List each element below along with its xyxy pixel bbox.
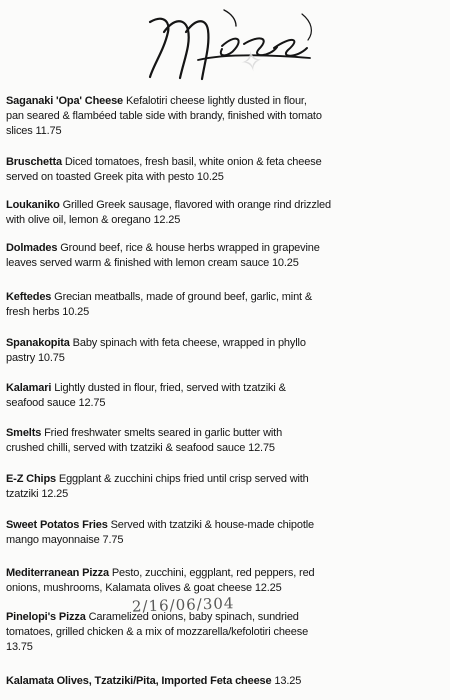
item-description: 13.75 bbox=[6, 641, 33, 653]
item-description: served on toasted Greek pita with pesto 10.25 bbox=[6, 171, 224, 183]
item-description: seafood sauce 12.75 bbox=[6, 397, 106, 409]
item-name: Spanakopita bbox=[6, 337, 70, 349]
menu-item-smelts bbox=[6, 426, 444, 456]
item-description: pan seared & flambéed table side with brandy, finished with tomato bbox=[6, 110, 322, 122]
item-description: Served with tzatziki & house-made chipotle bbox=[110, 519, 315, 531]
item-description: onions, mushrooms, Kalamata olives & goat cheese 12.25 bbox=[6, 582, 282, 594]
item-name: Mediterranean Pizza bbox=[6, 567, 109, 579]
item-name: Kalamata Olives, Tzatziki/Pita, Imported Feta cheese bbox=[6, 675, 272, 687]
item-description: with olive oil, lemon & oregano 12.25 bbox=[6, 214, 181, 226]
menu-item-saganaki bbox=[6, 94, 444, 139]
menu-item-mediterranean-pizza bbox=[6, 566, 444, 596]
item-name: Smelts bbox=[6, 427, 42, 439]
item-description: Ground beef, rice & house herbs wrapped in grapevine bbox=[60, 242, 320, 254]
menu-item-spanakopita bbox=[6, 336, 444, 366]
item-description: fresh herbs 10.25 bbox=[6, 306, 90, 318]
item-description: Diced tomatoes, fresh basil, white onion & feta cheese bbox=[64, 156, 322, 168]
item-description: mango mayonnaise 7.75 bbox=[6, 534, 124, 546]
item-name: Pinelopi's Pizza bbox=[6, 611, 86, 623]
item-name: Loukaniko bbox=[6, 199, 60, 211]
item-description: Lightly dusted in flour, fried, served with tzatziki & bbox=[54, 382, 286, 394]
item-name: Saganaki 'Opa' Cheese bbox=[6, 95, 124, 107]
handwritten-note: 2/16/06/304 bbox=[131, 594, 235, 616]
item-description: pastry 10.75 bbox=[6, 352, 65, 364]
item-name: Dolmades bbox=[6, 242, 58, 254]
item-name: Kalamari bbox=[6, 382, 52, 394]
menu-item-keftedes bbox=[6, 290, 444, 320]
item-description: Eggplant & zucchini chips fried until crisp served with bbox=[58, 473, 309, 485]
menu-item-dolmades bbox=[6, 241, 444, 271]
item-name: Sweet Potatos Fries bbox=[6, 519, 108, 531]
item-description: Baby spinach with feta cheese, wrapped in phyllo bbox=[72, 337, 306, 349]
item-description: Kefalotiri cheese lightly dusted in flour, bbox=[125, 95, 307, 107]
item-description: slices 11.75 bbox=[6, 125, 62, 137]
script-title-ornament-icon bbox=[140, 2, 320, 90]
title-area bbox=[0, 0, 450, 92]
item-description: Grecian meatballs, made of ground beef, garlic, mint & bbox=[54, 291, 313, 303]
menu-item-kalamata-olives bbox=[6, 674, 444, 689]
menu-page: ✧ Saganaki 'Opa' Cheese Kefalotiri cheese lightly dusted in flour, pan seared & flambéed table side with brandy, finished with tomato slices 11.75 Bruschetta Diced tomatoes, fresh basil, white onion & feta cheese served on toasted Greek pita with pesto 10.25 Loukaniko Grilled Greek sausage, flavored with orange rind drizzled with olive oil, lemon & oregano 12.25 Dolmades Ground beef, rice & house herbs wrapped in grapevine leaves served warm & finished with lemon cream sauce 10.25 Keftedes Grecian meatballs, made of ground beef, garlic, mint & fresh herbs 10.25 Spanakopita Baby spinach with feta cheese, wrapped in phyllo pastry 10.75 Kalamari Lightly dusted in flour, fried, served with tzatziki & seafood sauce 12.75 Smelts Fried freshwater smelts seared in garlic butter with crushed chilli, served with tzatziki & seafood sauce 12.75 E-Z Chips Eggplant & zucchini chips fried until crisp served with tzatziki 12.25 Sweet Potatos Fries Served with tzatziki & house-made chipotle mango mayonnaise 7.75 Mediterranean Pizza Pesto, zucchini, eggplant, red peppers, red onions, mushrooms, Kalamata olives & goat cheese 12.25 Pinelopi's Pizza Caramelized onions, baby spinach, sundried tomatoes, grilled chicken & a mix of mozzarella/kefolotiri cheese 13.75 Kalamata Olives, Tzatziki/Pita, Imported Feta cheese 13.25 2/16/06/304 bbox=[0, 0, 450, 700]
menu-item-kalamari bbox=[6, 381, 444, 411]
item-description: Pesto, zucchini, eggplant, red peppers, red bbox=[111, 567, 315, 579]
menu-item-loukaniko bbox=[6, 198, 444, 228]
menu-item-bruschetta bbox=[6, 155, 444, 185]
item-description: Caramelized onions, baby spinach, sundried bbox=[88, 611, 299, 623]
item-description: tomatoes, grilled chicken & a mix of mozzarella/kefolotiri cheese bbox=[6, 626, 309, 638]
item-name: E-Z Chips bbox=[6, 473, 56, 485]
item-description: tzatziki 12.25 bbox=[6, 488, 69, 500]
item-description: Fried freshwater smelts seared in garlic butter with bbox=[44, 427, 283, 439]
item-description: crushed chilli, served with tzatziki & seafood sauce 12.75 bbox=[6, 442, 275, 454]
menu-item-sweet-potatos-fries bbox=[6, 518, 444, 548]
item-name: Keftedes bbox=[6, 291, 52, 303]
item-description: leaves served warm & finished with lemon cream sauce 10.25 bbox=[6, 257, 299, 269]
item-description: Grilled Greek sausage, flavored with orange rind drizzled bbox=[62, 199, 331, 211]
menu-item-ez-chips bbox=[6, 472, 444, 502]
item-name: Bruschetta bbox=[6, 156, 62, 168]
item-description: 13.25 bbox=[274, 675, 302, 687]
